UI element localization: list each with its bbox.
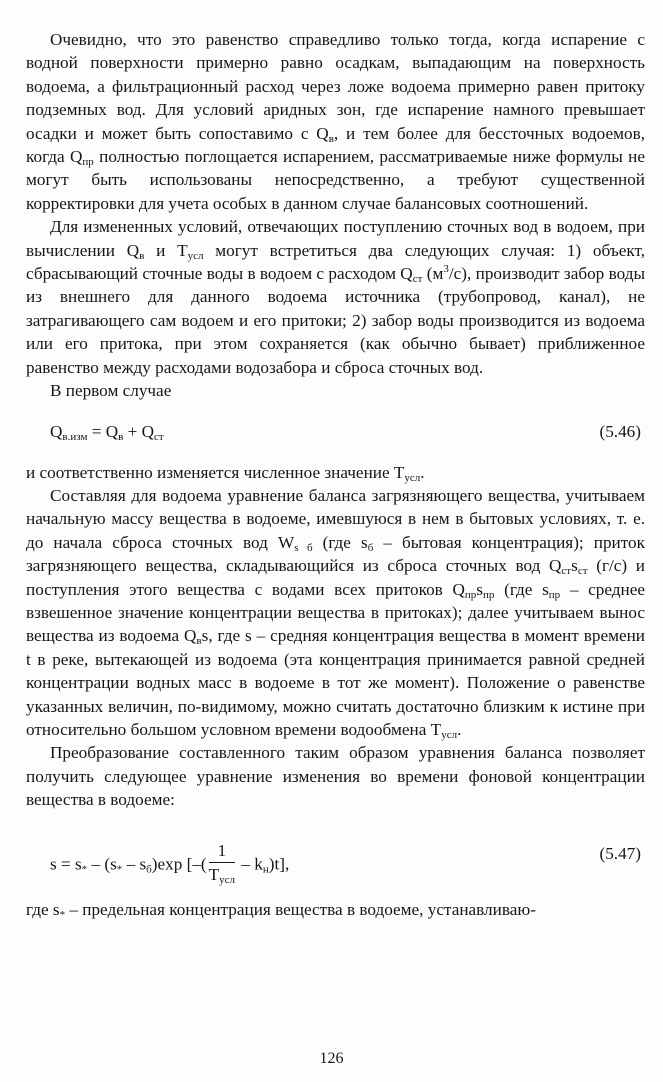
paragraph-3: В первом случае bbox=[50, 381, 172, 401]
equation-5-46-body: $Q_{в.изм} = Q_в + Q_{ст}$ bbox=[50, 421, 164, 443]
paragraph-2: Для измененных условий, отвечающих поступлению сточных вод в водоем, при вычислении $Q_в$ и $T_{усл}$ могут встретиться два следующих случая: 1) объект, сбрасывающий сточные воды в водоем с расходом $Q_{ст}$ $(м^3/с)$, производит забор воды из внешнего для данного водоема источника (трубопровод, канал), не затрагивающего сам водоем и его притоки; 2) забор воды производится из водоема или его притока, при этом сохраняется (как обычно бывает) приближенное равенство между расходами водозабора и сброса сточных вод. bbox=[26, 217, 645, 377]
body-text bbox=[26, 28, 645, 921]
paragraph-7: где $s_*$ – предельная концентрация вещества в водоеме, устанавливаю- bbox=[26, 899, 536, 921]
page-number: 126 bbox=[319, 1050, 344, 1067]
equation-number: (5.46) bbox=[599, 421, 641, 441]
paragraph-5: Составляя для водоема уравнение баланса загрязняющего вещества, учитываем начальную массу вещества в водоеме, имевшуюся в нем в бытовых условиях, т. е. до начала сброса сточных вод $W_{s б}$ (где $s_б$ – бытовая концентрация); приток загрязняющего вещества, складывающийся из сброса сточных вод $Q_{ст}s_{ст}$ (г/с) и поступления этого вещества с водами всех притоков $Q_{пр}s_{пр}$ (где $s_{пр}$ – среднее взвешенное значение концентрации вещества в притоках); далее учитываем вынос вещества из водоема $Q_вs$, где s – средняя концентрация вещества в момент времени t в реке, вытекающей из водоема (эта концентрация принимается равной средней концентрации водных масс в водоеме в тот же момент). Положение о равенстве указанных величин, по-видимому, можно считать достаточно близким к истине при относительно большом условном времени водообмена $T_{усл}$. bbox=[26, 485, 645, 741]
equation-number: (5.47) bbox=[599, 843, 641, 863]
paragraph-4: и соответственно изменяется численное значение $T_{усл}$. bbox=[26, 462, 425, 484]
equation-5-47 bbox=[26, 812, 645, 898]
equation-5-46 bbox=[26, 403, 645, 461]
fraction: $\frac{1}{T_{усл}}$ bbox=[208, 840, 236, 886]
paragraph-1: Очевидно, что это равенство справедливо только тогда, когда испарение с водной поверхности примерно равно осадкам, выпадающим на поверхность водоема, а фильтрационный расход через ложе водоема примерно равен притоку подземных вод. Для условий аридных зон, где испарение намного превышает осадки и может быть сопоставимо с $Q_в$, и тем более для бессточных водоемов, когда $Q_{пр}$ полностью поглощается испарением, рассматриваемые ниже формулы не могут быть использованы непосредственно, а требуют существенной корректировки для учета особых в данном случае балансовых соотношений. bbox=[26, 30, 645, 213]
paragraph-6: Преобразование составленного таким образом уравнения баланса позволяет получить следующее уравнение изменения во времени фоновой концентрации вещества в водоеме: bbox=[26, 743, 645, 810]
equation-5-47-body: $s = s_* - (s_* - s_б)\exp$ [–( $\frac{1}{T_{усл}}$ – $k_н)t$], bbox=[50, 840, 290, 886]
